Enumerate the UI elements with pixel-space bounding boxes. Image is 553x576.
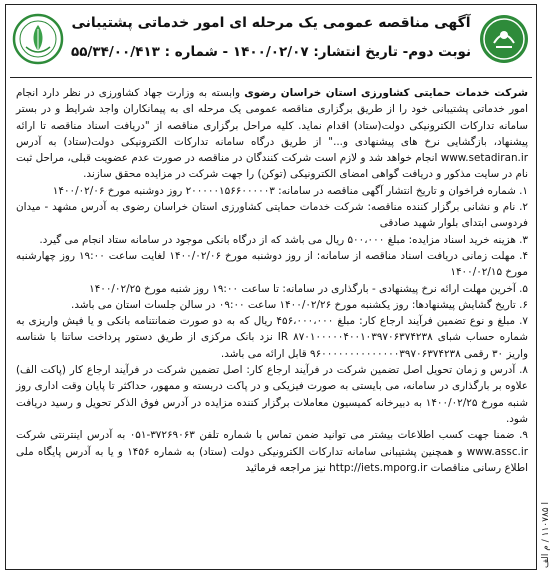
list-item: ۵. آخرین مهلت ارائه نرخ پیشنهادی - بارگذاری در سامانه: تا ساعت ۱۹:۰۰ روز شنبه مورخ ۱۴۰۰/۰۲/۲۵	[89, 282, 528, 295]
header-titles	[70, 11, 472, 63]
intro-company-name: شرکت خدمات حمایتی کشاورزی استان خراسان رضوی	[244, 87, 528, 99]
header-divider	[10, 77, 532, 78]
ad-frame	[5, 4, 537, 570]
ad-body	[16, 85, 528, 476]
company-emblem-logo	[478, 13, 530, 65]
list-item: ۶. تاریخ گشایش پیشنهادها: روز یکشنبه مورخ ۱۴۰۰/۰۲/۲۶ ساعت ۰۹:۰۰ در سالن جلسات استان می باشد.	[71, 298, 528, 311]
intro-paragraph	[16, 85, 528, 183]
list-item: ۲. نام و نشانی برگزار کننده مناقصه: شرکت خدمات حمایتی کشاورزی استان خراسان رضوی به آدرس مشهد - میدان فردوسی ابتدای بلوار شهید صادقی	[16, 201, 528, 230]
jahad-keshavarzi-logo	[12, 13, 64, 65]
list-item: ۱. شماره فراخوان و تاریخ انتشار آگهی مناقصه در سامانه: ۲۰۰۰۰۰۱۵۶۶۰۰۰۰۰۳ روز دوشنبه مورخ ۱۴۰۰/۰۲/۰۶	[52, 184, 528, 197]
list-item: ۴. مهلت زمانی دریافت اسناد مناقصه از سامانه: از روز دوشنبه مورخ ۱۴۰۰/۰۲/۰۶ لغایت ساعت ۱۹:۰۰ روز چهارشنبه مورخ ۱۴۰۰/۰۲/۱۵	[16, 249, 529, 279]
intro-text: وابسته به وزارت جهاد کشاورزی در نظر دارد انجام امور خدماتی پشتیبانی خود را از طریق برگزاری مناقصه عمومی یک مرحله ای به پیمانکاران واجد شرایط و در بستر سامانه تدارکات الکترونیکی دولت(ستاد) اقدام نماید. کلیه مراحل برگزاری مناقصه از "دریافت اسناد مناقصه تا ارائه پیشنهاد، بازگشایی نرخ های پیشنهادی و..." از طریق درگاه سامانه تدارکات الکترونیکی دولت(ستاد) به آدرس www.setadiran.ir انجام خواهد شد و لازم است شرکت کنندگان در مناقصه در صورت عدم عضویت قبلی، مراحل ثبت نام در سایت مذکور و دریافت گواهی امضای الکترونیکی (توکن) را جهت شرکت در مزایده محقق سازند.	[16, 87, 528, 181]
list-item: ۹. ضمنا جهت کسب اطلاعات بیشتر می توانید ضمن تماس با شماره تلفن ۳۷۲۶۹۰۶۳-۰۵۱ به آدرس اینترنتی شرکت www.assc.ir و همچنین پشتیبانی سامانه تدارکات الکترونیکی دولت (ستاد) به شماره ۱۴۵۶ و یا به آدرس پایگاه ملی اطلاع رسانی مناقصات http://iets.mporg.ir نیز مراجعه فرمائید	[16, 429, 528, 474]
list-item: ۸. آدرس و زمان تحویل اصل تضمین شرکت در فرآیند ارجاع کار: اصل تضمین شرکت در فرآیند ارجاع کار (پاکت الف) علاوه بر بارگذاری در سامانه، می بایستی به صورت فیزیکی و در پاکت دربسته و ممهور، حداکثر تا پایان وقت اداری روز شنبه مورخ ۱۴۰۰/۰۲/۲۵ به دبیرخانه کمیسیون معاملات برگزار کننده مزایده در آدرس فوق الذکر تحویل و رسید دریافت شود.	[16, 364, 529, 425]
list-item: ۷. مبلغ و نوع تضمین فرآیند ارجاع کار: مبلغ ۴۵۶،۰۰۰،۰۰۰ ریال که به دو صورت ضمانتنامه بانکی و یا فیش واریزی به شماره حساب شبای IR ۸۷۰۱۰۰۰۰۰۴۰۰۱۰۳۹۷۰۶۳۷۴۲۳۸ نزد بانک مرکزی از طریق دستور پرداخت ساتنا با شناسه واریز ۳۰ رقمی ۹۶۰۰۰۰۰۰۰۰۰۰۰۰۰۰۳۹۷۰۶۳۷۴۲۳۸ قابل ارائه می باشد.	[16, 315, 528, 360]
ad-title: آگهی مناقصه عمومی یک مرحله ای امور خدماتی پشتیبانی	[71, 15, 471, 31]
side-reference-code: ا ۱۱۰۷۸۵ / م الف	[541, 501, 551, 568]
ad-header	[6, 5, 536, 77]
ad-subtitle: نوبت دوم- تاریخ انتشار: ۱۴۰۰/۰۲/۰۷ - شماره : ۵۵/۳۴/۰۰/۴۱۳	[70, 44, 472, 60]
list-item: ۳. هزینه خرید اسناد مزایده: مبلغ ۵۰۰،۰۰۰ ریال می باشد که از درگاه بانکی موجود در سامانه ستاد انجام می گیرد.	[39, 233, 528, 246]
